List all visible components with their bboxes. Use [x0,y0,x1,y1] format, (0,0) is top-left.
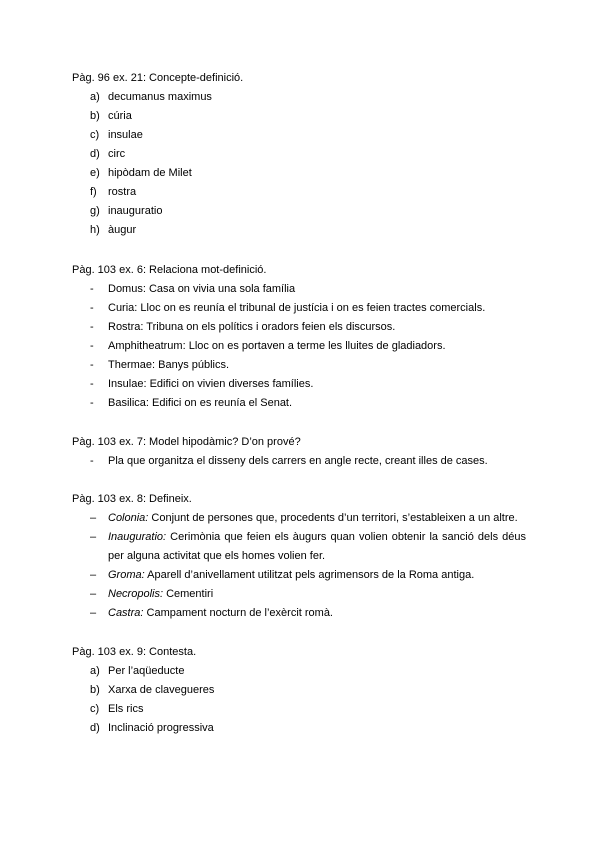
list-text: Basilica: Edifici on es reunía el Senat. [108,397,293,409]
list-marker: g) [90,205,100,217]
list-item [72,662,542,681]
list-text: àugur [108,224,137,236]
list-text: Pla que organitza el disseny dels carrers en angle recte, creant illes de cases. [108,455,488,467]
list-marker: - [90,302,94,314]
list-item [72,375,542,394]
list-text: Curia: Lloc on es reunía el tribunal de justícia i on es feien tractes comercials. [108,302,486,314]
list-text: Xarxa de clavegueres [108,684,215,696]
list-item [72,164,542,183]
list-marker: – [90,512,97,524]
list-text: cúria [108,110,132,122]
definition-text: Aparell d’anivellament utilitzat pels agrimensors de la Roma antiga. [144,569,475,581]
list-marker: e) [90,167,100,179]
list-text: Per l’aqüeducte [108,665,185,677]
list-text: Inclinació progressiva [108,722,214,734]
list-text: circ [108,148,126,160]
list-item [72,452,542,471]
list-item [72,356,542,375]
list-text: Amphitheatrum: Lloc on es portaven a terme les lluites de gladiadors. [108,340,446,352]
section-heading: Pàg. 103 ex. 8: Defineix. [72,493,192,505]
list-text: Thermae: Banys públics. [108,359,230,371]
definition-term: Necropolis: [108,588,164,600]
list-item [72,280,542,299]
list-item [72,107,542,126]
list-text: insulae [108,129,143,141]
list-marker: - [90,455,94,467]
section-ex7 [72,433,542,471]
list-marker: a) [90,665,100,677]
list-text: inauguratio [108,205,163,217]
list-marker: - [90,283,94,295]
section-ex9 [72,643,542,738]
list-item [72,604,542,623]
list-item [72,394,542,413]
section-heading: Pàg. 103 ex. 6: Relaciona mot-definició. [72,264,267,276]
list-marker: - [90,321,94,333]
list-text [108,585,213,604]
list-marker: a) [90,91,100,103]
section-heading: Pàg. 96 ex. 21: Concepte-definició. [72,72,244,84]
list-text: Els rics [108,703,144,715]
definition-term: Groma: [108,569,145,581]
list-item [72,681,542,700]
list-text: Insulae: Edifici on vivien diverses famílies. [108,378,314,390]
list-marker: d) [90,148,100,160]
section-heading: Pàg. 103 ex. 9: Contesta. [72,646,197,658]
definition-text: Conjunt de persones que, procedents d’un territori, s’estableixen a un altre. [148,512,518,524]
list-text: Rostra: Tribuna on els polítics i oradors feien els discursos. [108,321,396,333]
list-item [72,88,542,107]
list-marker: b) [90,684,100,696]
list-item [72,528,542,566]
section-ex8 [72,490,542,623]
list-item [72,700,542,719]
list-text [108,604,333,623]
list-marker: h) [90,224,100,236]
definition-text: Cementiri [163,588,214,600]
list-item [72,126,542,145]
list-item [72,145,542,164]
list-item [72,202,542,221]
list-text: rostra [108,186,137,198]
list-text [108,528,526,566]
list-marker: d) [90,722,100,734]
list-marker: – [90,607,97,619]
definition-term: Inauguratio: [108,531,167,543]
list-text [108,509,518,528]
list-item [72,183,542,202]
list-item [72,509,542,528]
list-text: Domus: Casa on vivia una sola família [108,283,296,295]
list-marker: – [90,588,97,600]
list-item [72,719,542,738]
list-text: hipòdam de Milet [108,167,192,179]
definition-text: Cerimònia que feien els àugurs quan volien obtenir la sanció dels déus per alguna activitat que els homes volien fer. [108,531,526,562]
list-item [72,566,542,585]
list-marker: b) [90,110,100,122]
list-marker: - [90,397,94,409]
list-marker: - [90,359,94,371]
definition-term: Castra: [108,607,144,619]
list-marker: - [90,378,94,390]
section-ex6 [72,261,542,413]
list-marker: – [90,569,97,581]
list-text: decumanus maximus [108,91,212,103]
list-marker: f) [90,186,97,198]
list-text [108,566,474,585]
list-item [72,337,542,356]
list-item [72,221,542,240]
list-marker: - [90,340,94,352]
section-heading: Pàg. 103 ex. 7: Model hipodàmic? D’on prové? [72,436,301,448]
section-ex21 [72,69,542,240]
list-marker: c) [90,129,100,141]
definition-text: Campament nocturn de l’exèrcit romà. [143,607,333,619]
list-marker: c) [90,703,100,715]
list-marker: – [90,531,97,543]
list-item [72,585,542,604]
list-item [72,299,542,318]
definition-term: Colonia: [108,512,149,524]
list-item [72,318,542,337]
